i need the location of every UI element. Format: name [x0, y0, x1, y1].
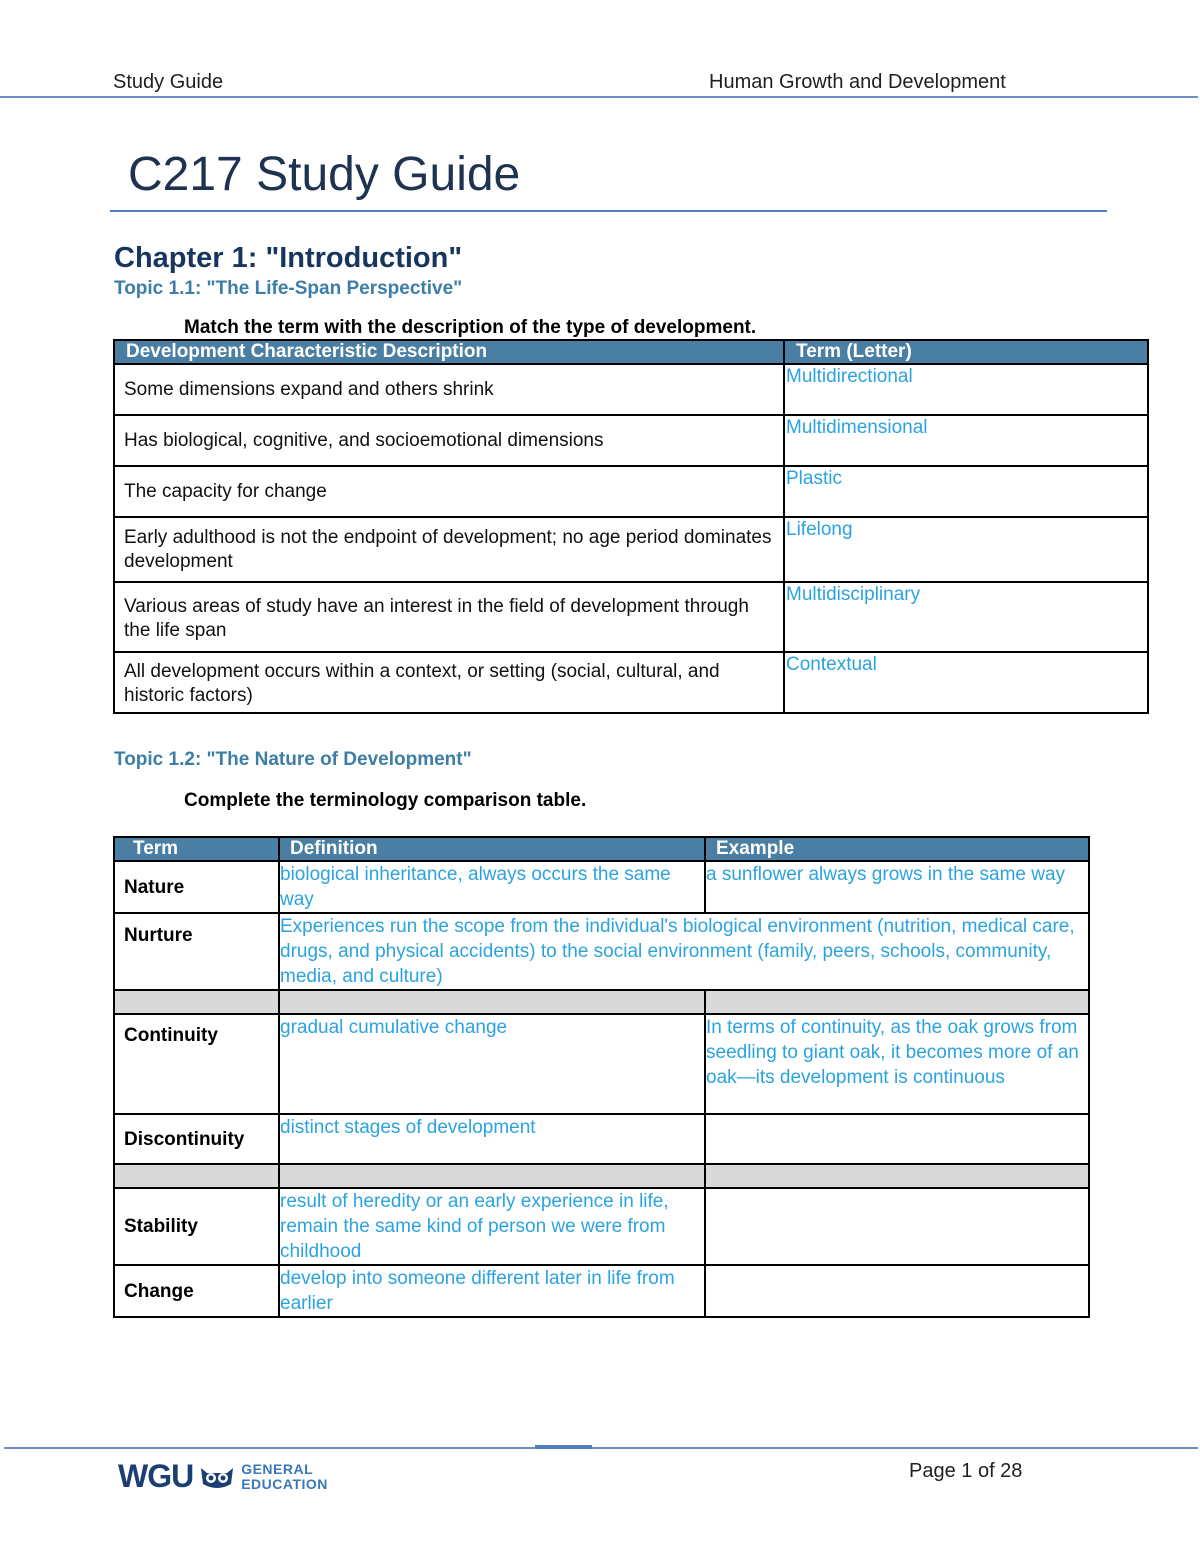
logo-sub-line2: EDUCATION [241, 1475, 328, 1492]
row-description: Various areas of study have an interest in the field of development through the life span [114, 582, 784, 652]
col-header-example: Example [705, 837, 1089, 861]
row-term: Continuity [114, 1014, 279, 1114]
row-description: Has biological, cognitive, and socioemotional dimensions [114, 415, 784, 466]
table-row [114, 861, 1089, 913]
owl-icon [199, 1464, 235, 1490]
wgu-logo [118, 1458, 328, 1495]
row-definition[interactable]: result of heredity or an early experience in life, remain the same kind of person we were from childhood [279, 1188, 705, 1265]
col-header-definition: Definition [279, 837, 705, 861]
row-term-answer[interactable]: Plastic [784, 466, 1148, 517]
row-example[interactable] [705, 1114, 1089, 1164]
life-span-table [113, 339, 1149, 714]
table-header-row [114, 340, 1148, 364]
spacer-cell [279, 990, 705, 1014]
table-row [114, 652, 1148, 713]
spacer-cell [705, 990, 1089, 1014]
table-row [114, 364, 1148, 415]
spacer-cell [114, 990, 279, 1014]
nature-development-table [113, 836, 1090, 1318]
row-term-answer[interactable]: Contextual [784, 652, 1148, 713]
row-term: Nature [114, 861, 279, 913]
row-term-answer[interactable]: Multidisciplinary [784, 582, 1148, 652]
header-left: Study Guide [113, 71, 224, 93]
col-header-term: Term (Letter) [784, 340, 1148, 364]
row-term-answer[interactable]: Multidirectional [784, 364, 1148, 415]
topic-1-1-heading: Topic 1.1: "The Life-Span Perspective" [114, 278, 463, 299]
row-term-answer[interactable]: Multidimensional [784, 415, 1148, 466]
row-description: Some dimensions expand and others shrink [114, 364, 784, 415]
table-row [114, 913, 1089, 990]
table-row [114, 1188, 1089, 1265]
header-right: Human Growth and Development [709, 71, 1006, 93]
row-term-answer[interactable]: Lifelong [784, 517, 1148, 582]
row-description: The capacity for change [114, 466, 784, 517]
page-title: C217 Study Guide [128, 148, 521, 201]
title-rule [110, 210, 1107, 212]
table-spacer-row [114, 1164, 1089, 1188]
row-example[interactable]: In terms of continuity, as the oak grows from seedling to giant oak, it becomes more of an oak—its development is continuous [705, 1014, 1089, 1114]
row-term: Stability [114, 1188, 279, 1265]
col-header-description: Development Characteristic Description [114, 340, 784, 364]
row-definition[interactable]: distinct stages of development [279, 1114, 705, 1164]
table-spacer-row [114, 990, 1089, 1014]
row-description: All development occurs within a context, or setting (social, cultural, and historic factors) [114, 652, 784, 713]
row-example[interactable] [705, 1188, 1089, 1265]
topic-1-2-heading: Topic 1.2: "The Nature of Development" [114, 749, 472, 770]
row-definition[interactable]: Experiences run the scope from the individual's biological environment (nutrition, medical care, drugs, and physical accidents) to the social environment (family, peers, schools, community, media, and culture) [279, 913, 1089, 990]
footer-rule [4, 1447, 1198, 1449]
page-number: Page 1 of 28 [909, 1460, 1023, 1482]
chapter-heading: Chapter 1: "Introduction" [114, 242, 463, 274]
row-term: Nurture [114, 913, 279, 990]
spacer-cell [705, 1164, 1089, 1188]
logo-wordmark: WGU [118, 1458, 194, 1494]
table-row [114, 415, 1148, 466]
row-definition[interactable]: gradual cumulative change [279, 1014, 705, 1114]
table-header-row [114, 837, 1089, 861]
row-definition[interactable]: biological inheritance, always occurs the same way [279, 861, 705, 913]
table-row [114, 1114, 1089, 1164]
row-description: Early adulthood is not the endpoint of development; no age period dominates development [114, 517, 784, 582]
row-term: Change [114, 1265, 279, 1317]
col-header-term: Term [114, 837, 279, 861]
table-row [114, 1265, 1089, 1317]
topic-1-2-instruction: Complete the terminology comparison table. [184, 790, 587, 811]
logo-sub-line1: GENERAL [241, 1460, 314, 1477]
row-definition[interactable]: develop into someone different later in life from earlier [279, 1265, 705, 1317]
header-rule [0, 96, 1198, 98]
table-row [114, 1014, 1089, 1114]
table-row [114, 517, 1148, 582]
logo-subtitle [241, 1462, 328, 1492]
row-example[interactable] [705, 1265, 1089, 1317]
table-row [114, 582, 1148, 652]
spacer-cell [114, 1164, 279, 1188]
topic-1-1-instruction: Match the term with the description of the type of development. [184, 317, 757, 338]
footer-accent-rule [535, 1445, 592, 1449]
row-term: Discontinuity [114, 1114, 279, 1164]
table-row [114, 466, 1148, 517]
spacer-cell [279, 1164, 705, 1188]
row-example[interactable]: a sunflower always grows in the same way [705, 861, 1089, 913]
